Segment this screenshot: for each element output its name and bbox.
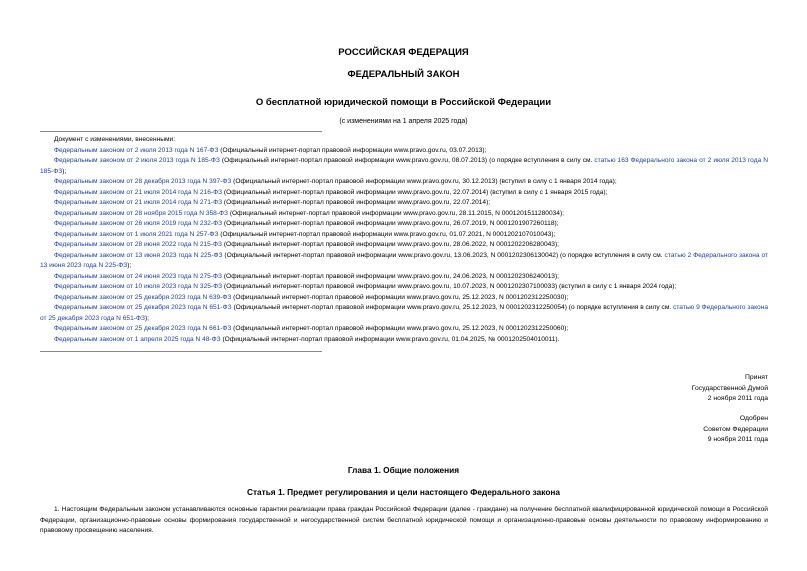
amendments-list [40, 135, 768, 345]
amendment-law-link[interactable]: Федеральным законом от 2 июля 2013 года N 185-ФЗ [54, 157, 220, 164]
amendment-publication-text: (Официальный интернет-портал правовой информации www.pravo.gov.ru, 28.11.2015, N 0001201511280034); [228, 209, 564, 217]
amendment-publication-text: (Официальный интернет-портал правовой информации www.pravo.gov.ru, 28.06.2022, N 0001202206280043); [222, 241, 559, 248]
amendment-publication-text: (Официальный интернет-портал правовой информации www.pravo.gov.ru, 13.06.2023, N 0001202306130042) (о порядке вступления в силу см. [222, 251, 665, 259]
amendment-law-link[interactable]: Федеральным законом от 28 ноября 2015 года N 358-ФЗ [54, 209, 229, 217]
amendment-law-link[interactable]: Федеральным законом от 21 июля 2014 года N 271-ФЗ [54, 199, 223, 206]
amendments-intro: Документ с изменениями, внесенными: [54, 136, 176, 143]
amendment-entry [40, 240, 768, 251]
amendment-article-link[interactable]: статью 163 Федерального закона от 2 июля 2013 года N 185-ФЗ [40, 157, 768, 175]
amendment-law-link[interactable]: Федеральным законом от 28 декабря 2013 года N 397-ФЗ [54, 178, 232, 185]
amendment-entry [40, 177, 768, 188]
amendment-law-link[interactable]: Федеральным законом от 1 июля 2021 года N 257-ФЗ [54, 230, 219, 238]
amendment-publication-text: (Официальный интернет-портал правовой информации www.pravo.gov.ru, 10.07.2023, N 0001202307100033) (вступил в силу с 1 января 2024 года); [222, 283, 677, 290]
amendment-article-link[interactable]: статью 9 Федерального закона от 25 декабря 2023 года N 651-ФЗ [40, 304, 769, 322]
amendment-entry [40, 219, 768, 230]
amendment-publication-text: (Официальный интернет-портал правовой информации www.pravo.gov.ru, 01.04.2025, № 0001202504010011). [220, 335, 560, 343]
chapter-heading: Глава 1. Общие положения [347, 465, 460, 475]
amendment-entry [40, 335, 768, 346]
adoption-federation-council [703, 414, 768, 446]
amendments-bottom-divider [40, 351, 322, 352]
article-heading: Статья 1. Предмет регулирования и цели настоящего Федерального закона [246, 487, 561, 497]
amendment-publication-text: (Официальный интернет-портал правовой информации www.pravo.gov.ru, 26.07.2019, N 0001201907260118); [222, 220, 559, 227]
amendment-entry [40, 251, 768, 272]
amendment-publication-text: (Официальный интернет-портал правовой информации www.pravo.gov.ru, 24.06.2023, N 0001202306240013); [222, 272, 559, 280]
adoption-line: 2 ноября 2011 года [707, 395, 768, 402]
adoption-line: 9 ноября 2011 года [707, 436, 768, 443]
amendment-law-link[interactable]: Федеральным законом от 2 июля 2013 года N 167-ФЗ [54, 146, 219, 154]
amendment-law-link[interactable]: Федеральным законом от 25 декабря 2023 года N 661-ФЗ [54, 325, 232, 332]
law-type-heading: ФЕДЕРАЛЬНЫЙ ЗАКОН [347, 69, 460, 80]
amendment-law-link[interactable]: Федеральным законом от 1 апреля 2025 года N 48-ФЗ [54, 335, 221, 343]
amendment-law-link[interactable]: Федеральным законом от 28 июня 2022 года N 215-ФЗ [54, 241, 223, 248]
amendment-publication-text: (Официальный интернет-портал правовой информации www.pravo.gov.ru, 01.07.2021, N 0001202107010043); [218, 230, 556, 238]
amendment-law-link[interactable]: Федеральным законом от 25 декабря 2023 года N 639-ФЗ [54, 293, 232, 301]
edition-note: (с изменениями на 1 апреля 2025 года) [339, 118, 468, 125]
amendment-publication-text: (Официальный интернет-портал правовой информации www.pravo.gov.ru, 22.07.2014); [222, 199, 491, 206]
amendment-publication-text: (Официальный интернет-портал правовой информации www.pravo.gov.ru, 25.12.2023, N 0001202312250030); [231, 293, 569, 301]
amendment-tail-text: ); [144, 314, 149, 322]
article-paragraph: 1. Настоящим Федеральным законом устанавливаются основные гарантии реализации права граждан Российской Федерации (далее - граждане) на получение бесплатной квалифицированной юридической помощи в Российской Федерации, организационно-правовые основы формирования государственной и негосударственной систем бесплатной юридической помощи и организационно-правовые основы деятельности по правовому информированию и правовому просвещению населения. [40, 506, 768, 534]
amendment-entry [40, 146, 768, 157]
amendment-law-link[interactable]: Федеральным законом от 13 июня 2023 года N 225-ФЗ [54, 251, 223, 259]
amendment-publication-text: (Официальный интернет-портал правовой информации www.pravo.gov.ru, 08.07.2013) (о порядке вступления в силу см. [219, 157, 595, 164]
amendment-entry [40, 293, 768, 304]
amendments-items [40, 146, 768, 346]
amendment-entry [40, 272, 768, 283]
adoption-line: Государственной Думой [691, 384, 768, 392]
amendment-entry [40, 303, 768, 324]
amendment-publication-text: (Официальный интернет-портал правовой информации www.pravo.gov.ru, 03.07.2013); [218, 146, 487, 154]
amendment-entry [40, 209, 768, 220]
law-title: О бесплатной юридической помощи в Российской Федерации [255, 97, 552, 108]
amendment-publication-text: (Официальный интернет-портал правовой информации www.pravo.gov.ru, 30.12.2013) (вступил в силу с 1 января 2014 года); [231, 178, 617, 185]
amendment-law-link[interactable]: Федеральным законом от 10 июля 2023 года N 325-ФЗ [54, 283, 223, 290]
amendment-law-link[interactable]: Федеральным законом от 25 декабря 2023 года N 651-ФЗ [54, 304, 232, 311]
amendment-publication-text: (Официальный интернет-портал правовой информации www.pravo.gov.ru, 25.12.2023, N 0001202312250060); [231, 325, 569, 332]
federation-heading: РОССИЙСКАЯ ФЕДЕРАЦИЯ [338, 47, 469, 58]
amendment-entry [40, 156, 768, 177]
amendment-law-link[interactable]: Федеральным законом от 24 июня 2023 года N 275-ФЗ [54, 272, 223, 280]
amendment-entry [40, 324, 768, 335]
amendment-entry [40, 230, 768, 241]
adoption-line: Принят [744, 374, 768, 381]
amendment-law-link[interactable]: Федеральным законом от 26 июля 2019 года N 232-ФЗ [54, 220, 223, 227]
amendment-entry [40, 198, 768, 209]
adoption-line: Одобрен [739, 415, 768, 422]
amendment-article-link[interactable]: статью 2 Федерального закона от 13 июня 2023 года N 225-ФЗ [40, 251, 769, 269]
amendment-publication-text: (Официальный интернет-портал правовой информации www.pravo.gov.ru, 22.07.2014) (вступил в силу с 1 января 2015 года); [222, 188, 608, 196]
amendment-tail-text: ); [127, 262, 132, 269]
adoption-duma [692, 373, 768, 405]
amendment-law-link[interactable]: Федеральным законом от 21 июля 2014 года N 216-ФЗ [54, 188, 223, 196]
amendment-tail-text: ); [62, 167, 67, 175]
amendment-entry [40, 188, 768, 199]
amendment-publication-text: (Официальный интернет-портал правовой информации www.pravo.gov.ru, 25.12.2023, N 0001202312250054) (о порядке вступления в силу см. [231, 304, 674, 311]
amendments-top-divider [40, 131, 322, 132]
adoption-line: Советом Федерации [703, 425, 768, 433]
amendment-entry [40, 282, 768, 293]
